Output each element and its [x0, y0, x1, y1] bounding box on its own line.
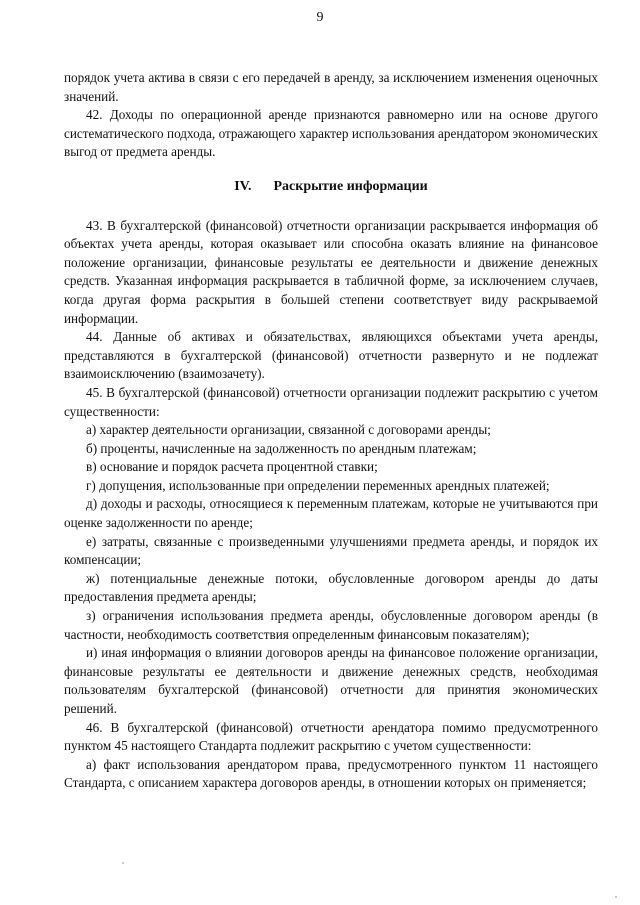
list-item-45-g: г) допущения, использованные при определении переменных арендных платежей; [86, 477, 550, 493]
list-item-45-i: и) иная информация о влиянии договоров аренды на финансовое положение организации, финансовые результаты ее деятельности и движение денежных средств, необходимая пользователям бухгалтерской (финансовой) отчетности для принятия экономических решений. [64, 645, 598, 716]
paragraph-46: 46. В бухгалтерской (финансовой) отчетности арендатора помимо предусмотренного пунктом 45 настоящего Стандарта подлежит раскрытию с учетом существенности: [64, 719, 598, 754]
scan-speck [122, 862, 124, 864]
paragraph-44: 44. Данные об активах и обязательствах, являющихся объектами учета аренды, представляются в бухгалтерской (финансовой) отчетности развернуто и не подлежат взаимоисключению (взаимозачету). [64, 329, 598, 382]
section-title: Раскрытие информации [273, 178, 428, 194]
paragraph-43: 43. В бухгалтерской (финансовой) отчетности организации раскрывается информация об объектах учета аренды, которая оказывает или способна оказать влияние на финансовое положение организации, финансовые результаты ее деятельности и движение денежных средств. Указанная информация раскрывается в табличной форме, за исключением случаев, когда другая форма раскрытия в большей степени соответствует виду раскрываемой информации. [64, 217, 598, 326]
section-heading [64, 178, 598, 197]
list-item-45-a: а) характер деятельности организации, связанной с договорами аренды; [86, 422, 491, 438]
list-item-45-d: д) доходы и расходы, относящиеся к переменным платежам, которые не учитываются при оценке задолженности по аренде; [64, 496, 598, 531]
section-numeral: IV. [234, 178, 252, 194]
list-item-46-a: а) факт использования арендатором права, предусмотренного пунктом 11 настоящего Стандарта, с описанием характера договоров аренды, в отношении которых он применяется; [64, 756, 598, 791]
scan-speck [615, 896, 617, 898]
paragraph-42: 42. Доходы по операционной аренде признаются равномерно или на основе другого систематического подхода, отражающего характер использования арендатором экономических выгод от предмета аренды. [64, 107, 598, 160]
paragraph-45: 45. В бухгалтерской (финансовой) отчетности организации подлежит раскрытию с учетом существенности: [64, 384, 598, 419]
page-number: 9 [316, 10, 324, 25]
document-body [64, 69, 598, 793]
continued-paragraph: порядок учета актива в связи с его передачей в аренду, за исключением изменения оценочных значений. [64, 70, 598, 104]
list-item-45-zh: ж) потенциальные денежные потоки, обусловленные договором аренды до даты предоставления предмета аренды; [64, 570, 598, 605]
list-item-45-v: в) основание и порядок расчета процентной ставки; [86, 459, 378, 475]
list-item-45-z: з) ограничения использования предмета аренды, обусловленные договором аренды (в частности, необходимость соответствия определенным финансовым показателям); [64, 608, 598, 642]
list-item-45-e: е) затраты, связанные с произведенными улучшениями предмета аренды, и порядок их компенсации; [64, 533, 598, 568]
list-item-45-b: б) проценты, начисленные на задолженность по арендным платежам; [86, 440, 477, 456]
